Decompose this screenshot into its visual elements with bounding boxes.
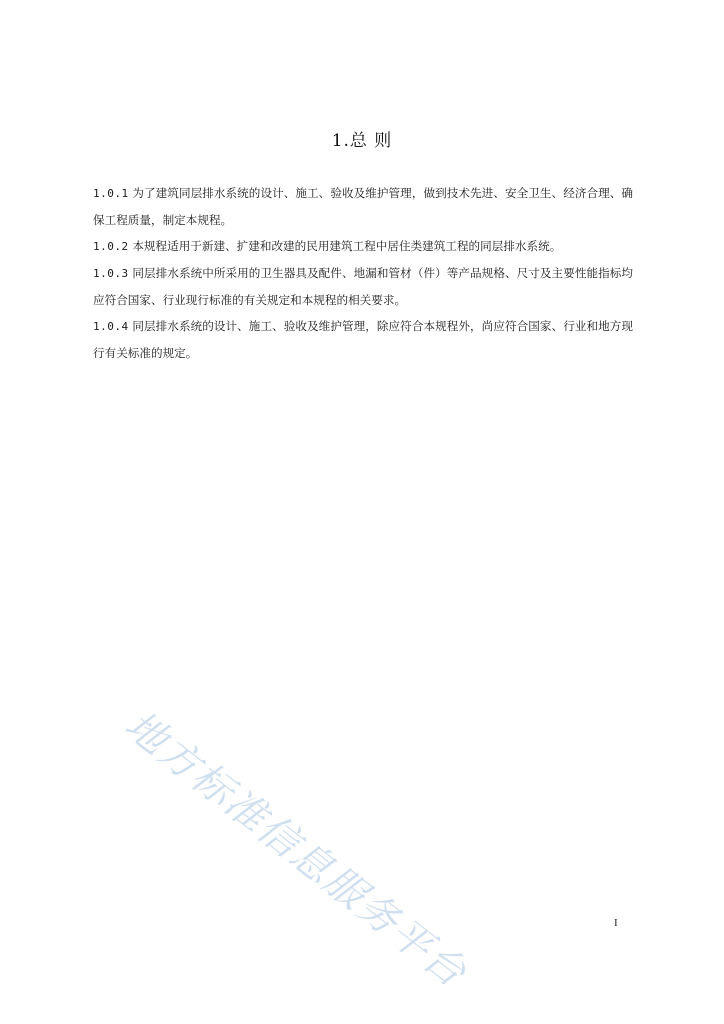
clause-text: 为了建筑同层排水系统的设计、施工、验收及维护管理，做到技术先进、安全卫生、经济合理、确保工程质量，制定本规程。 xyxy=(93,186,634,227)
clause-number: 1.0.1 xyxy=(93,187,129,200)
watermark: 地方标准信息服务平台 xyxy=(116,702,476,997)
clause-text: 同层排水系统中所采用的卫生器具及配件、地漏和管材（件）等产品规格、尺寸及主要性能指标均应符合国家、行业现行标准的有关规定和本规程的相关要求。 xyxy=(93,266,634,307)
clause-text: 本规程适用于新建、扩建和改建的民用建筑工程中居住类建筑工程的同层排水系统。 xyxy=(132,239,562,253)
page-number: I xyxy=(614,917,618,929)
clause-1-0-3 xyxy=(93,260,633,313)
clause-1-0-1 xyxy=(93,180,633,233)
clause-text: 同层排水系统的设计、施工、验收及维护管理，除应符合本规程外，尚应符合国家、行业和地方现行有关标准的规定。 xyxy=(93,319,634,360)
section-body xyxy=(93,180,633,366)
clause-number: 1.0.4 xyxy=(93,320,129,333)
section-title: 1.总 则 xyxy=(331,131,393,151)
clause-number: 1.0.3 xyxy=(93,267,129,280)
clause-1-0-4 xyxy=(93,313,633,366)
clause-1-0-2 xyxy=(93,233,633,260)
clause-number: 1.0.2 xyxy=(93,240,129,253)
